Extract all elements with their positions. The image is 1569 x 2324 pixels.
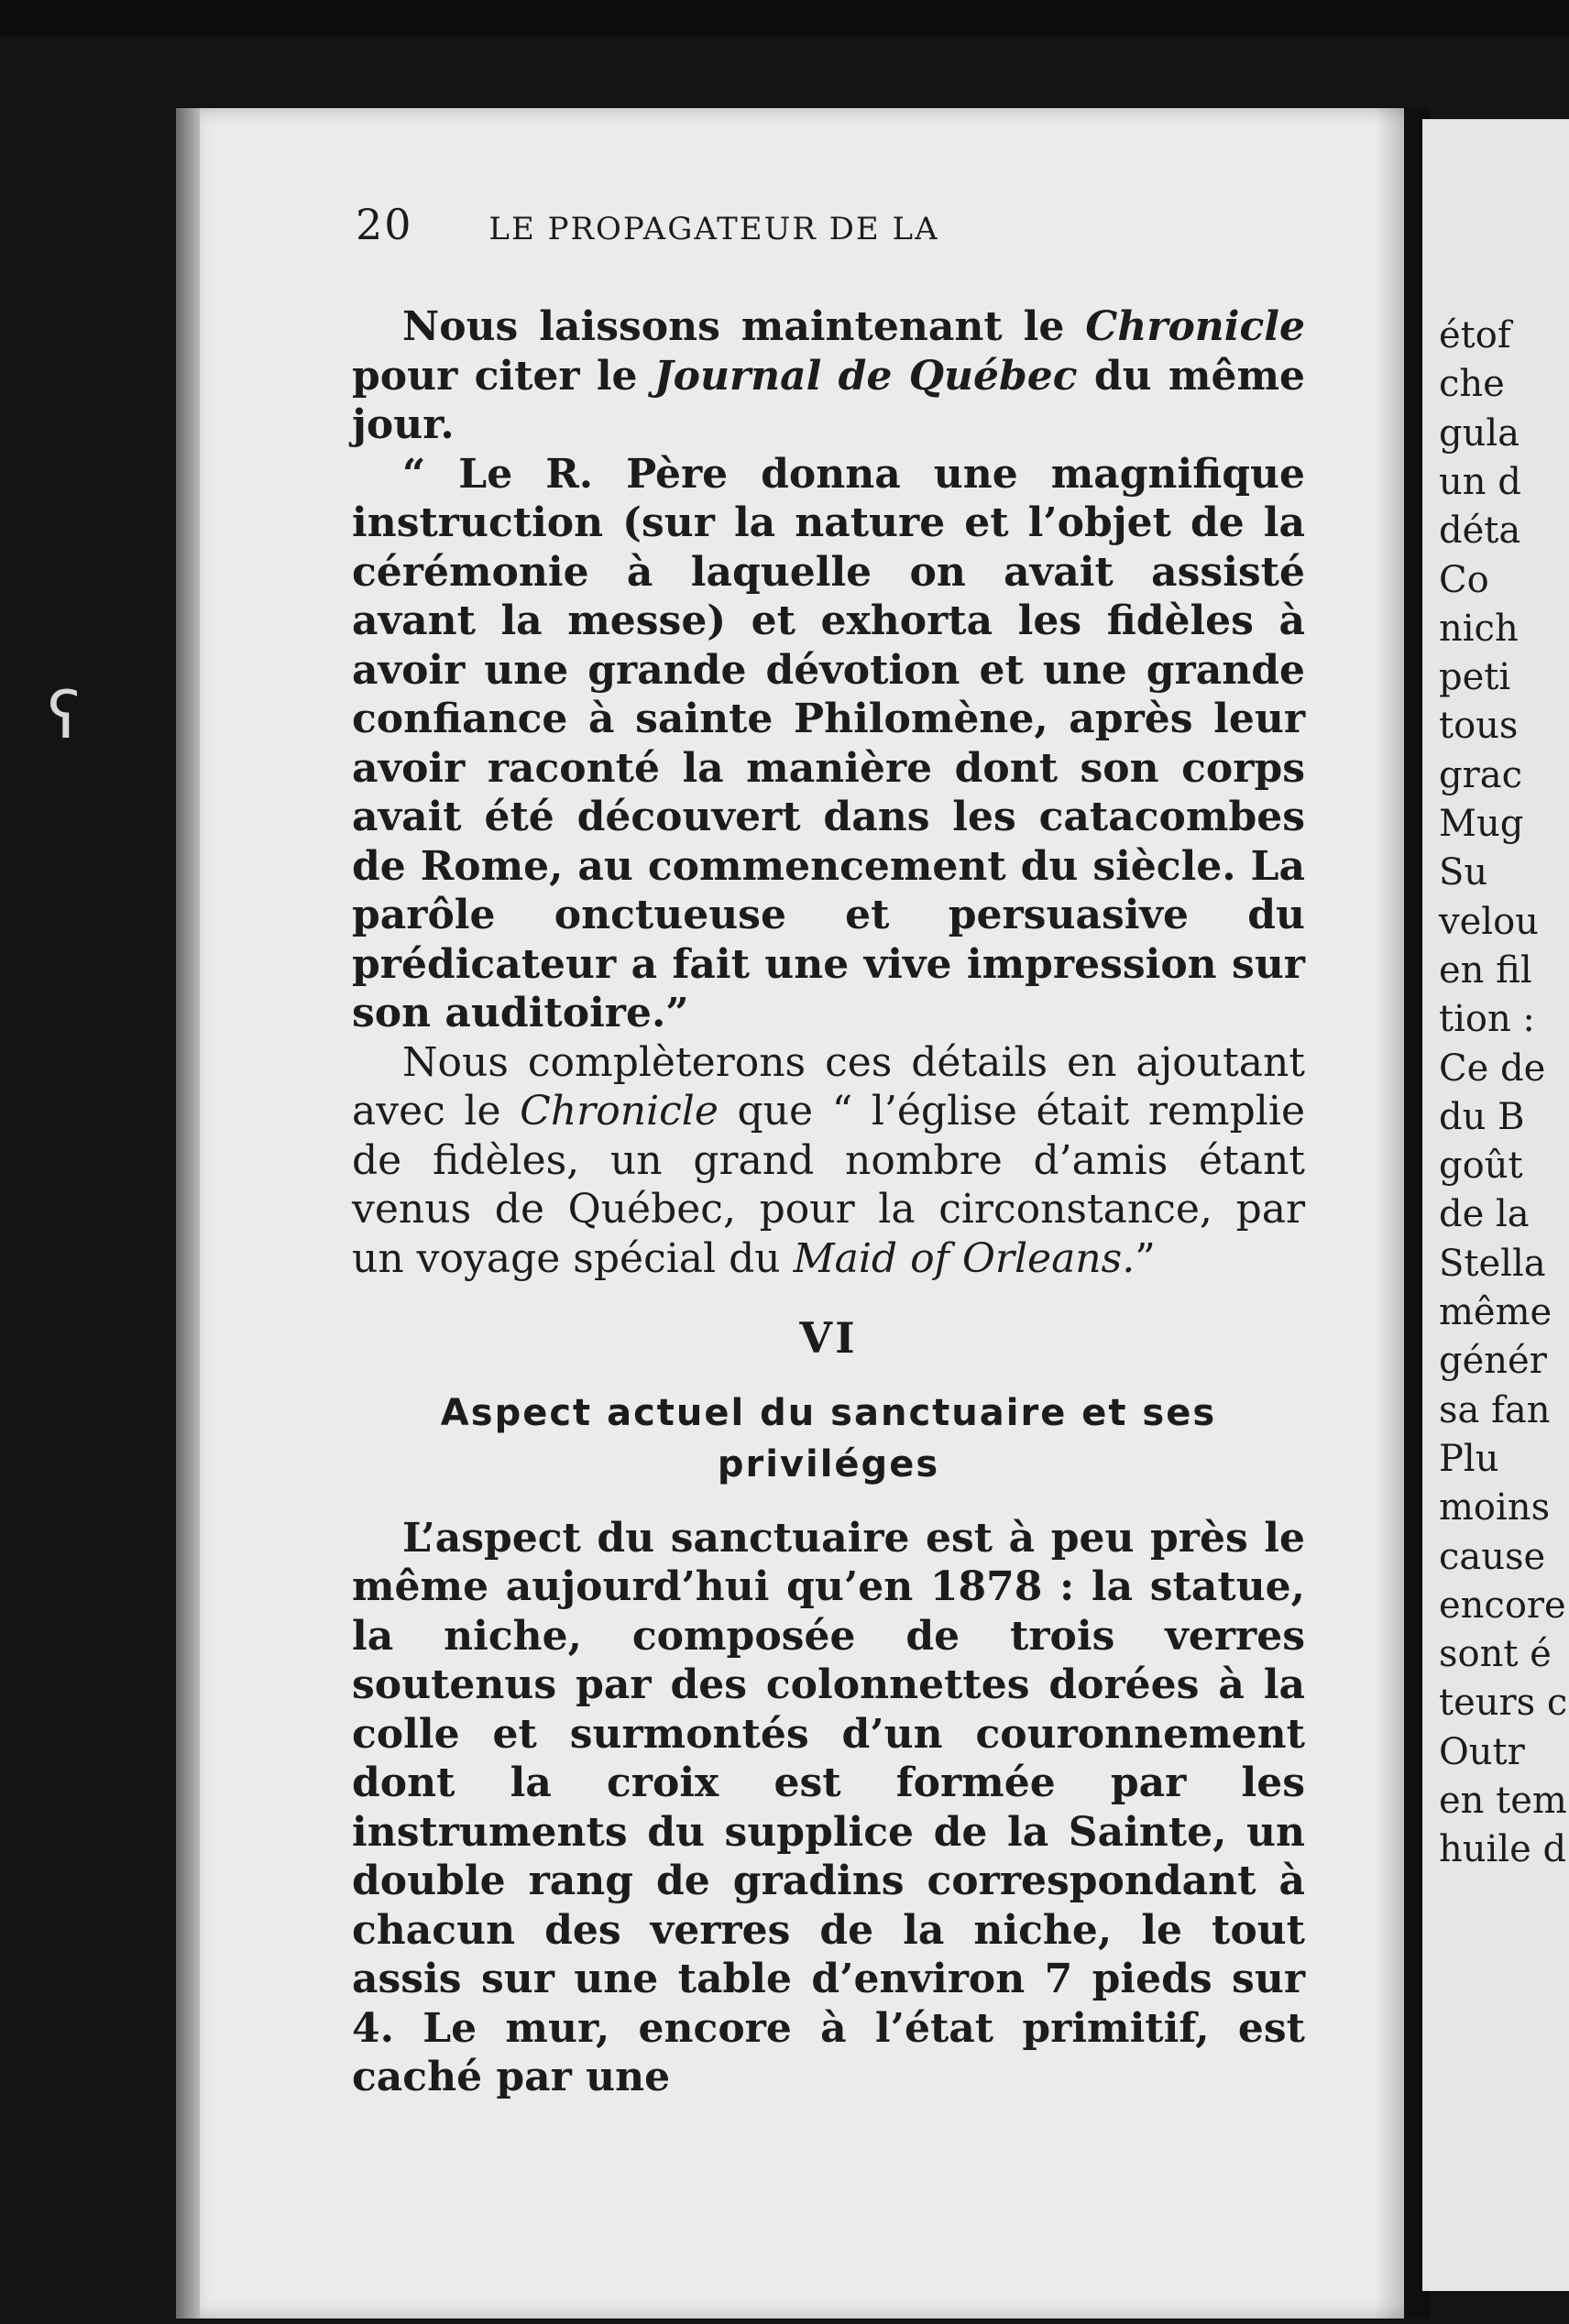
page-gutter-shadow xyxy=(176,108,200,2319)
section-number: VI xyxy=(799,1313,858,1363)
paragraph-3-chronicle: Chronicle xyxy=(520,1088,719,1135)
right-page-fragment: Su xyxy=(1439,851,1488,894)
paragraph-3-text-c: ” xyxy=(1135,1234,1156,1282)
right-page-fragment: grac xyxy=(1439,753,1522,796)
right-page-fragment: goût xyxy=(1439,1145,1523,1188)
right-page-fragment: génér xyxy=(1439,1340,1547,1383)
right-page-fragment: sa fan xyxy=(1439,1388,1551,1431)
right-page-fragment: tion : xyxy=(1439,998,1535,1041)
paragraph-1-journal: Journal de Québec xyxy=(653,352,1078,400)
right-page-fragment: en tem xyxy=(1439,1780,1567,1822)
right-page-fragment: tous xyxy=(1439,705,1519,748)
right-page-fragment: encore xyxy=(1439,1584,1566,1627)
right-page-fragment: nich xyxy=(1439,607,1519,650)
section-title-line-2: priviléges xyxy=(717,1442,940,1485)
right-page-fragment: sont é xyxy=(1439,1633,1552,1676)
page-body xyxy=(352,302,1305,2102)
right-page-fragment: gula xyxy=(1439,411,1520,455)
paragraph-3-text-a: Nous complèterons ces détails en ajoutant avec le xyxy=(352,1038,1305,1135)
right-page-fragment: Ce de xyxy=(1439,1047,1546,1090)
right-page-fragment: étof xyxy=(1439,314,1511,356)
book-page-right-partial xyxy=(1422,119,1569,2291)
paragraph-4: L’aspect du sanctuaire est à peu près le même aujourd’hui qu’en 1878 : la statue, la niche, composée de trois verres soutenus par des colonnettes dorées à la colle et surmontés d’un couronnement dont la croix est formée par les instruments du supplice de la Sainte, un double rang de gradins correspondant à chacun des verres de la niche, le tout assis sur une table d’environ 7 pieds sur 4. Le mur, encore à l’état primitif, est caché par une xyxy=(352,1514,1305,2100)
paragraph-1-text-c: du même jour. xyxy=(352,352,1305,448)
right-page-fragment: Outr xyxy=(1439,1730,1525,1773)
film-border xyxy=(0,0,1569,37)
page-number: 20 xyxy=(356,200,413,249)
paragraph-1 xyxy=(352,302,1305,450)
right-page-fragment: Plu xyxy=(1439,1437,1499,1480)
right-page-fragment: huile d xyxy=(1439,1828,1567,1871)
paragraph-1-text-a: Nous laissons maintenant le xyxy=(402,303,1086,350)
section-title-line-1: Aspect actuel du sanctuaire et ses xyxy=(440,1391,1217,1434)
paragraph-3-text-b: que “ l’église était remplie de fidèles, un grand nombre d’amis étant venus de Québec, pour la circonstance, par un voyage spécial du xyxy=(352,1088,1305,1282)
right-page-fragment: cause xyxy=(1439,1535,1546,1578)
running-head-title: LE PROPAGATEUR DE LA xyxy=(488,211,939,247)
spine-shadow xyxy=(1375,108,1430,2319)
paragraph-1-chronicle: Chronicle xyxy=(1085,303,1305,350)
right-page-fragment: Mug xyxy=(1439,803,1524,845)
right-page-fragment: en fil xyxy=(1439,948,1532,992)
right-page-fragment: velou xyxy=(1439,900,1539,943)
paragraph-3 xyxy=(352,1038,1305,1284)
right-page-fragment: du B xyxy=(1439,1095,1525,1138)
right-page-fragment: peti xyxy=(1439,656,1511,699)
right-page-fragment: un d xyxy=(1439,460,1521,503)
right-page-fragment: même xyxy=(1439,1291,1553,1333)
right-page-fragment: teurs c xyxy=(1439,1682,1568,1725)
right-page-fragment: moins xyxy=(1439,1486,1551,1529)
section-title xyxy=(352,1387,1305,1490)
running-head xyxy=(356,200,1180,249)
right-page-fragment: déta xyxy=(1439,510,1521,553)
paragraph-3-ship-name: Maid of Orleans. xyxy=(793,1234,1136,1282)
right-page-fragment: Stella xyxy=(1439,1242,1546,1285)
quote-paragraph: “ Le R. Père donna une magnifique instruction (sur la nature et l’objet de la cérémonie à laquelle on avait assisté avant la messe) et exhorta les fidèles à avoir une grande dévotion et une grande confiance à sainte Philomène, après leur avoir raconté la manière dont son corps avait été découvert dans les catacombes de Rome, au commencement du siècle. La parôle onctueuse et persuasive du prédicateur a fait une vive impression sur son auditoire.” xyxy=(352,450,1305,1036)
scan-artifact-mark: ʕ xyxy=(48,678,81,753)
right-page-fragment: de la xyxy=(1439,1193,1530,1236)
right-page-fragment: Co xyxy=(1439,558,1489,601)
right-page-fragment: che xyxy=(1439,363,1505,406)
paragraph-1-text-b: pour citer le xyxy=(352,352,654,400)
